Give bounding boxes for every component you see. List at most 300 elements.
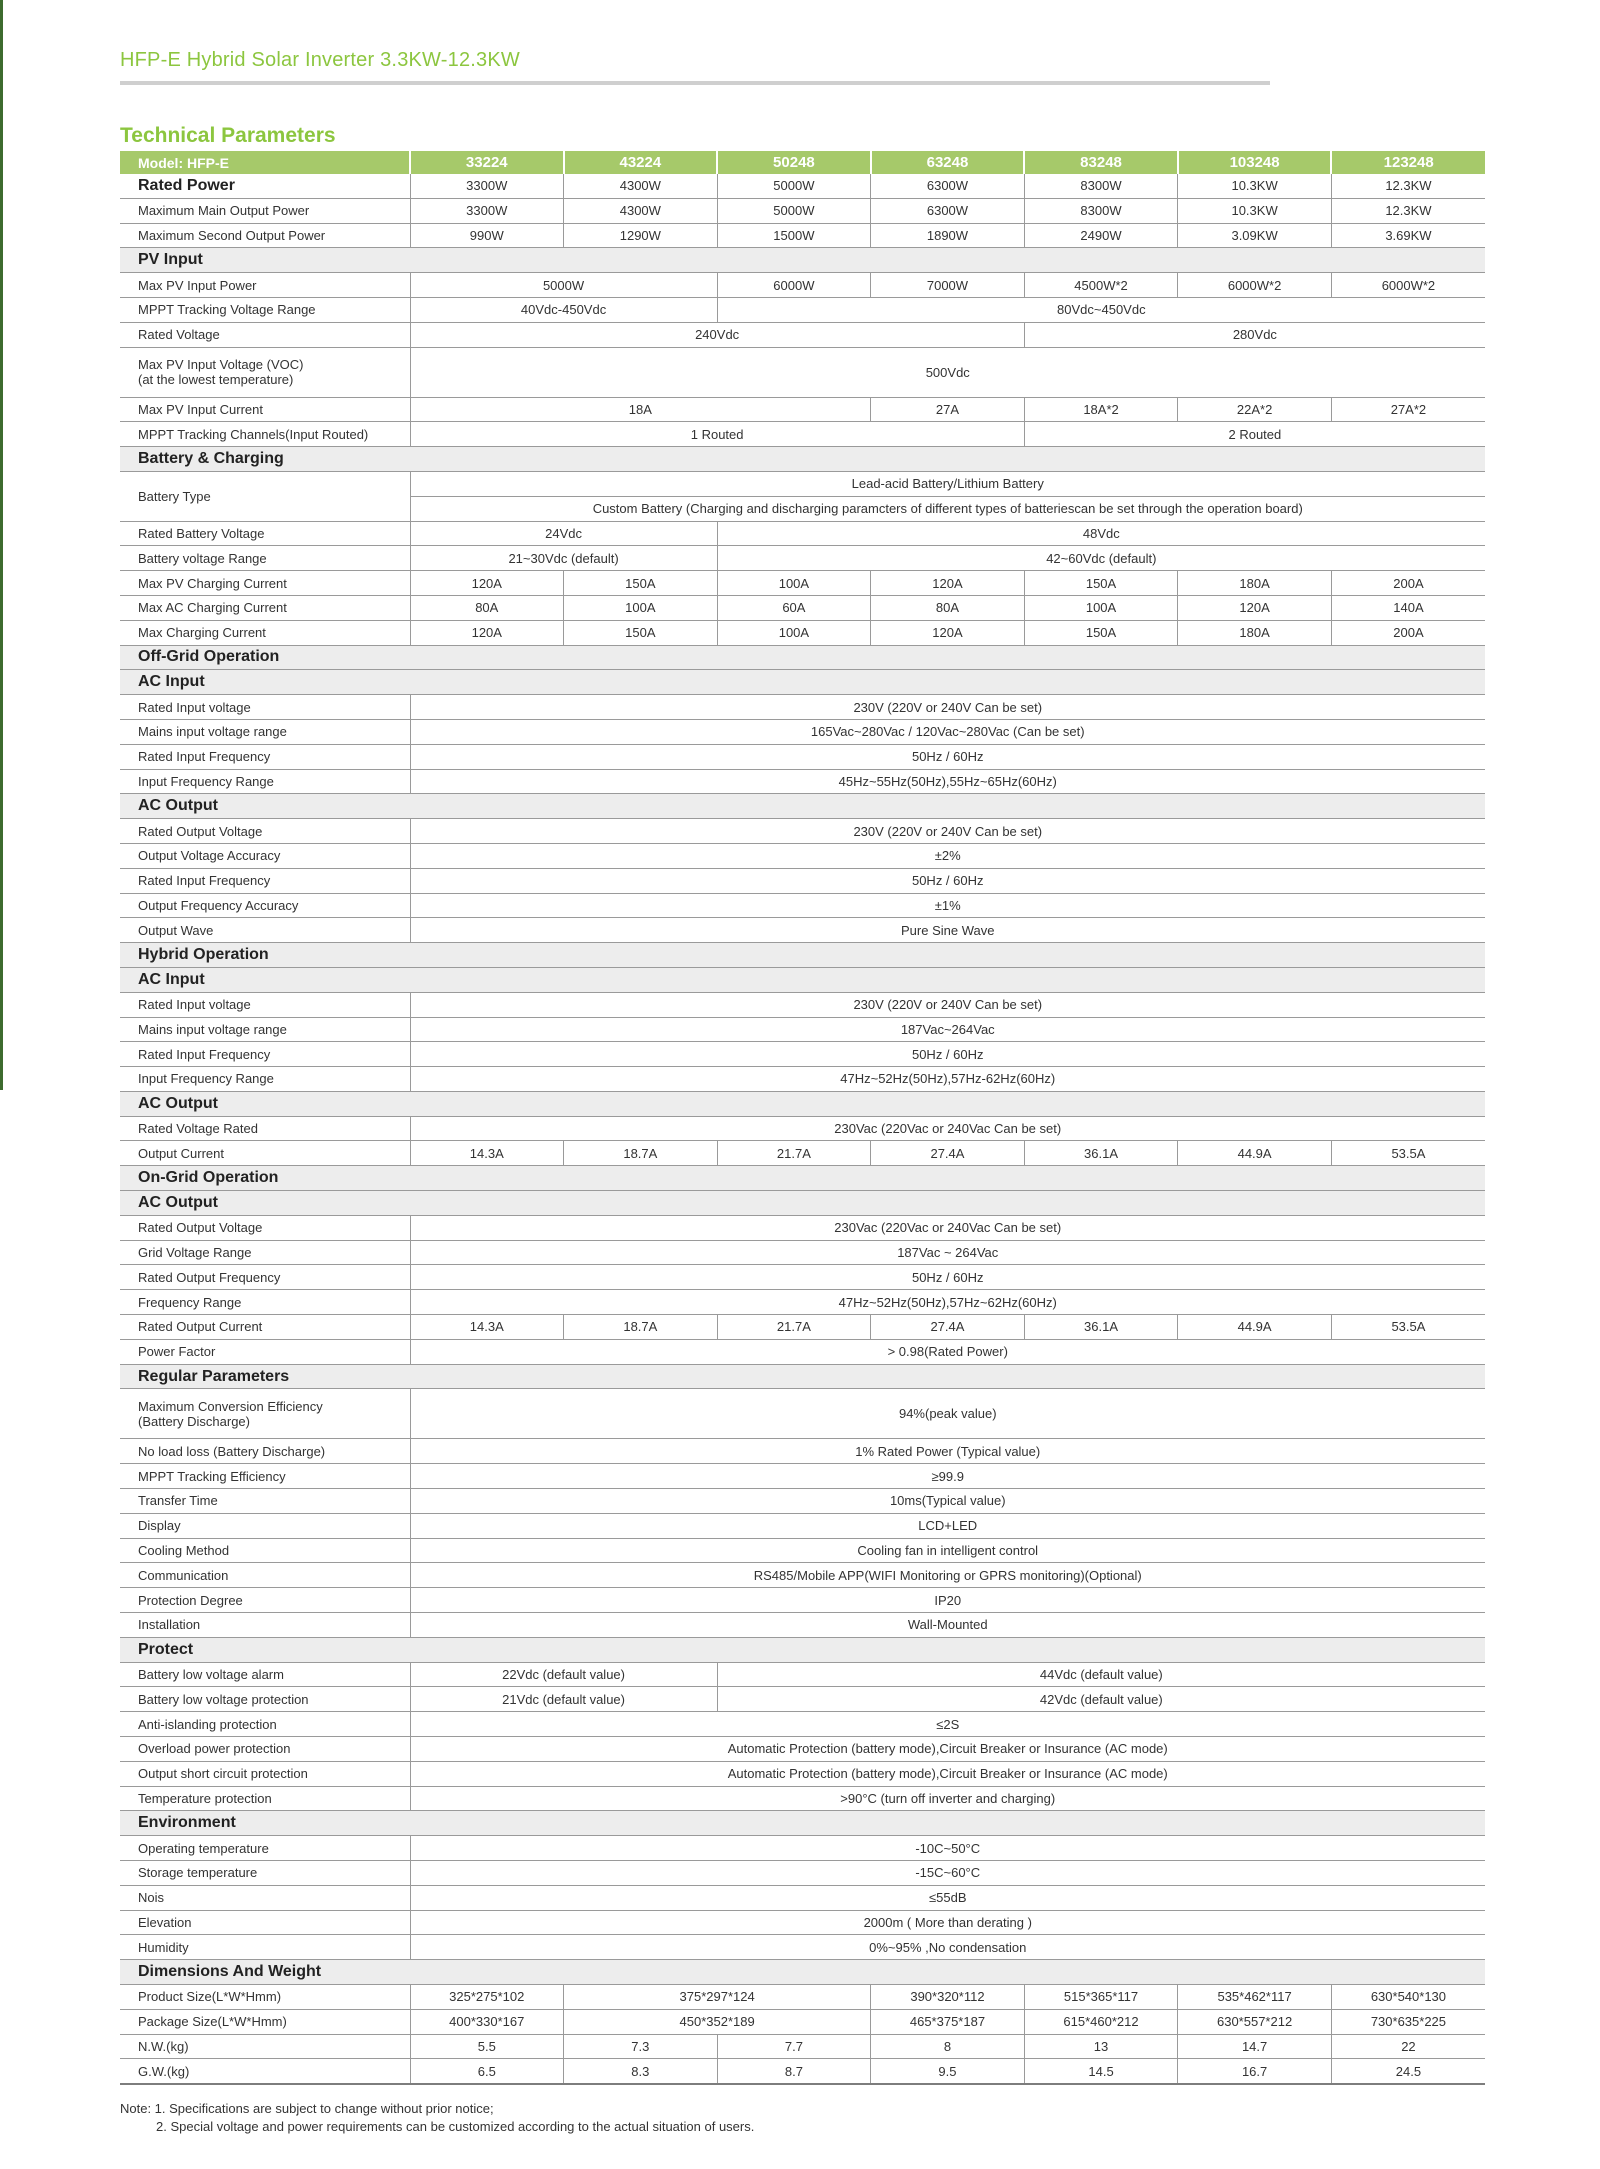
row-label	[120, 1240, 410, 1265]
value-cell: 6300W	[871, 174, 1025, 198]
value-cell: Wall-Mounted	[410, 1613, 1485, 1638]
row-label	[120, 397, 410, 422]
section-header: AC Output	[120, 1191, 1485, 1216]
table-row	[120, 1910, 1485, 1935]
table-row	[120, 1563, 1485, 1588]
row-label-text: Output Wave	[138, 922, 214, 938]
row-label-text: Installation	[138, 1617, 201, 1633]
value-cell: 21Vdc (default value)	[410, 1687, 717, 1712]
row-label	[120, 2009, 410, 2034]
value-cell: 53.5A	[1331, 1141, 1485, 1166]
value-cell: 120A	[410, 571, 564, 596]
value-cell: IP20	[410, 1588, 1485, 1613]
row-label-text: Rated Voltage Rated	[138, 1121, 258, 1137]
table-row	[120, 571, 1485, 596]
value-cell: 5000W	[717, 174, 871, 198]
value-cell: 6.5	[410, 2059, 564, 2084]
value-cell: 4500W*2	[1024, 273, 1178, 298]
row-label	[120, 1712, 410, 1737]
row-label-text: Rated Output Voltage	[138, 1220, 263, 1236]
value-cell: 6300W	[871, 198, 1025, 223]
row-label-text: Max PV Input Power	[138, 277, 257, 293]
section-header-row	[120, 645, 1485, 670]
section-header-row	[120, 1811, 1485, 1836]
table-row	[120, 620, 1485, 645]
value-cell: 22A*2	[1178, 397, 1332, 422]
value-cell: 3.09KW	[1178, 223, 1332, 248]
row-label	[120, 1687, 410, 1712]
table-row	[120, 918, 1485, 943]
value-cell: 1500W	[717, 223, 871, 248]
notes	[120, 2100, 754, 2136]
value-cell: 3300W	[410, 198, 564, 223]
section-header: Hybrid Operation	[120, 943, 1485, 968]
value-cell: 2490W	[1024, 223, 1178, 248]
value-cell: 450*352*189	[564, 2009, 871, 2034]
row-label	[120, 1885, 410, 1910]
row-label	[120, 1489, 410, 1514]
document-title: HFP-E Hybrid Solar Inverter 3.3KW-12.3KW	[120, 49, 520, 71]
model-number: 83248	[1024, 151, 1178, 174]
value-cell: ≤55dB	[410, 1885, 1485, 1910]
row-label-text: Communication	[138, 1567, 229, 1583]
section-header: AC Input	[120, 967, 1485, 992]
row-label	[120, 868, 410, 893]
table-row	[120, 868, 1485, 893]
value-cell: 165Vac~280Vac / 120Vac~280Vac (Can be set)	[410, 719, 1485, 744]
section-header: On-Grid Operation	[120, 1166, 1485, 1191]
value-cell: 7000W	[871, 273, 1025, 298]
row-label-text: Max PV Input Voltage (VOC)	[138, 357, 304, 373]
row-label	[120, 2059, 410, 2084]
row-label	[120, 2034, 410, 2059]
table-row	[120, 719, 1485, 744]
row-label	[120, 1563, 410, 1588]
section-header: Off-Grid Operation	[120, 645, 1485, 670]
table-row	[120, 1588, 1485, 1613]
row-label	[120, 1984, 410, 2009]
row-label	[120, 1017, 410, 1042]
row-label	[120, 1339, 410, 1364]
row-label-text: Frequency Range	[138, 1294, 242, 1310]
row-label-text: Cooling Method	[138, 1543, 230, 1559]
section-header: PV Input	[120, 248, 1485, 273]
row-label	[120, 1116, 410, 1141]
model-label: Model: HFP-E	[120, 151, 410, 174]
table-row	[120, 174, 1485, 198]
row-label	[120, 744, 410, 769]
row-label	[120, 1439, 410, 1464]
table-row	[120, 1389, 1485, 1439]
spec-table	[120, 151, 1485, 2085]
value-cell: 12.3KW	[1331, 198, 1485, 223]
value-cell: 7.3	[564, 2034, 718, 2059]
table-row	[120, 273, 1485, 298]
row-label	[120, 843, 410, 868]
model-number: 123248	[1331, 151, 1485, 174]
value-cell: 40Vdc-450Vdc	[410, 297, 717, 322]
value-cell: 44Vdc (default value)	[717, 1662, 1485, 1687]
value-cell: 14.3A	[410, 1141, 564, 1166]
value-cell: 14.7	[1178, 2034, 1332, 2059]
row-label-text: Product Size(L*W*Hmm)	[138, 1989, 282, 2005]
value-cell: 6000W*2	[1178, 273, 1332, 298]
value-cell: 18.7A	[564, 1315, 718, 1340]
row-label-text: Rated Input voltage	[138, 699, 251, 715]
value-cell: 14.5	[1024, 2059, 1178, 2084]
row-label-text: Rated Input voltage	[138, 997, 251, 1013]
value-cell: 230Vac (220Vac or 240Vac Can be set)	[410, 1215, 1485, 1240]
row-label	[120, 1836, 410, 1861]
value-cell: 187Vac~264Vac	[410, 1017, 1485, 1042]
value-cell: 615*460*212	[1024, 2009, 1178, 2034]
table-row	[120, 1662, 1485, 1687]
value-cell: 8.7	[717, 2059, 871, 2084]
value-cell: 200A	[1331, 620, 1485, 645]
table-row	[120, 695, 1485, 720]
model-number: 43224	[564, 151, 718, 174]
table-row	[120, 2059, 1485, 2084]
row-label	[120, 1761, 410, 1786]
row-label-text: Output Voltage Accuracy	[138, 848, 281, 864]
table-row	[120, 223, 1485, 248]
value-cell: -15C~60°C	[410, 1861, 1485, 1886]
value-cell: 730*635*225	[1331, 2009, 1485, 2034]
value-cell: 280Vdc	[1024, 322, 1485, 347]
value-cell: 10.3KW	[1178, 174, 1332, 198]
row-label-subtext: (Battery Discharge)	[138, 1413, 250, 1429]
row-label	[120, 1935, 410, 1960]
row-label-text: Maximum Main Output Power	[138, 203, 310, 219]
section-header-row	[120, 1091, 1485, 1116]
value-cell: 50Hz / 60Hz	[410, 744, 1485, 769]
section-header: Dimensions And Weight	[120, 1960, 1485, 1985]
value-cell: 27A	[871, 397, 1025, 422]
row-label-text: Rated Input Frequency	[138, 749, 271, 765]
value-cell: 3.69KW	[1331, 223, 1485, 248]
row-label-text: Mains input voltage range	[138, 724, 287, 740]
note-line-1: Note: 1. Specifications are subject to change without prior notice;	[120, 2101, 494, 2116]
section-header-row	[120, 1364, 1485, 1389]
table-row	[120, 198, 1485, 223]
row-label	[120, 893, 410, 918]
row-label	[120, 1067, 410, 1092]
table-row	[120, 1240, 1485, 1265]
value-cell: ≤2S	[410, 1712, 1485, 1737]
value-cell: 18.7A	[564, 1141, 718, 1166]
row-label-text: Battery voltage Range	[138, 550, 267, 566]
value-cell: 240Vdc	[410, 322, 1024, 347]
value-cell: 21~30Vdc (default)	[410, 546, 717, 571]
value-cell: RS485/Mobile APP(WIFI Monitoring or GPRS monitoring)(Optional)	[410, 1563, 1485, 1588]
value-cell: 36.1A	[1024, 1315, 1178, 1340]
row-label-text: Nois	[138, 1890, 165, 1906]
table-row	[120, 1439, 1485, 1464]
value-cell: 5000W	[717, 198, 871, 223]
value-cell: 630*557*212	[1178, 2009, 1332, 2034]
row-label	[120, 521, 410, 546]
section-header-row	[120, 967, 1485, 992]
value-cell: 500Vdc	[410, 347, 1485, 397]
row-label-text: Display	[138, 1518, 181, 1534]
row-label-text: Rated Battery Voltage	[138, 525, 265, 541]
table-row	[120, 1141, 1485, 1166]
table-row	[120, 1687, 1485, 1712]
table-row	[120, 2009, 1485, 2034]
value-cell: 42~60Vdc (default)	[717, 546, 1485, 571]
row-label-text: Maximum Second Output Power	[138, 227, 326, 243]
value-cell: 4300W	[564, 174, 718, 198]
value-cell: 100A	[717, 571, 871, 596]
row-label	[120, 571, 410, 596]
table-row	[120, 1315, 1485, 1340]
table-row	[120, 1290, 1485, 1315]
value-cell: 100A	[717, 620, 871, 645]
row-label-text: Max Charging Current	[138, 625, 266, 641]
value-cell: 5000W	[410, 273, 717, 298]
section-title: Technical Parameters	[120, 124, 336, 147]
value-cell: 8	[871, 2034, 1025, 2059]
value-cell: 0%~95% ,No condensation	[410, 1935, 1485, 1960]
row-label	[120, 1513, 410, 1538]
row-label-text: MPPT Tracking Efficiency	[138, 1468, 286, 1484]
table-row	[120, 471, 1485, 496]
table-row	[120, 893, 1485, 918]
value-cell: 120A	[1178, 595, 1332, 620]
section-header-row	[120, 943, 1485, 968]
value-cell: ≥99.9	[410, 1464, 1485, 1489]
value-cell: Lead-acid Battery/Lithium Battery	[410, 471, 1485, 496]
value-cell: Automatic Protection (battery mode),Circuit Breaker or Insurance (AC mode)	[410, 1737, 1485, 1762]
value-cell: 45Hz~55Hz(50Hz),55Hz~65Hz(60Hz)	[410, 769, 1485, 794]
value-cell: 150A	[564, 571, 718, 596]
row-label	[120, 918, 410, 943]
value-cell: -10C~50°C	[410, 1836, 1485, 1861]
row-label-subtext: (at the lowest temperature)	[138, 372, 294, 388]
table-row	[120, 2034, 1485, 2059]
row-label	[120, 695, 410, 720]
value-cell: Pure Sine Wave	[410, 918, 1485, 943]
section-header-row	[120, 1166, 1485, 1191]
row-label-text: Battery Type	[138, 488, 211, 504]
value-cell: 80Vdc~450Vdc	[717, 297, 1485, 322]
row-label	[120, 1662, 410, 1687]
model-header-row	[120, 151, 1485, 174]
row-label	[120, 297, 410, 322]
value-cell: 120A	[871, 620, 1025, 645]
value-cell: 1 Routed	[410, 422, 1024, 447]
value-cell: LCD+LED	[410, 1513, 1485, 1538]
value-cell: 515*365*117	[1024, 1984, 1178, 2009]
row-label-text: Rated Input Frequency	[138, 873, 271, 889]
value-cell: 630*540*130	[1331, 1984, 1485, 2009]
section-header: Protect	[120, 1637, 1485, 1662]
value-cell: > 0.98(Rated Power)	[410, 1339, 1485, 1364]
value-cell: 180A	[1178, 571, 1332, 596]
row-label	[120, 198, 410, 223]
value-cell: 27A*2	[1331, 397, 1485, 422]
value-cell: 80A	[871, 595, 1025, 620]
table-row	[120, 992, 1485, 1017]
row-label-text: Rated Output Voltage	[138, 823, 263, 839]
row-label	[120, 620, 410, 645]
value-cell: 100A	[564, 595, 718, 620]
table-row	[120, 1017, 1485, 1042]
value-cell: 325*275*102	[410, 1984, 564, 2009]
value-cell: 390*320*112	[871, 1984, 1025, 2009]
value-cell: Automatic Protection (battery mode),Circuit Breaker or Insurance (AC mode)	[410, 1761, 1485, 1786]
table-row	[120, 1464, 1485, 1489]
row-label-text: MPPT Tracking Voltage Range	[138, 302, 316, 318]
value-cell: 13	[1024, 2034, 1178, 2059]
table-row	[120, 1712, 1485, 1737]
table-row	[120, 1984, 1485, 2009]
value-cell: 47Hz~52Hz(50Hz),57Hz~62Hz(60Hz)	[410, 1290, 1485, 1315]
row-label	[120, 1141, 410, 1166]
table-row	[120, 1489, 1485, 1514]
value-cell: 24.5	[1331, 2059, 1485, 2084]
table-row	[120, 1215, 1485, 1240]
row-label	[120, 1265, 410, 1290]
section-header: Regular Parameters	[120, 1364, 1485, 1389]
value-cell: 21.7A	[717, 1315, 871, 1340]
value-cell: 22	[1331, 2034, 1485, 2059]
section-header-row	[120, 1960, 1485, 1985]
value-cell: 16.7	[1178, 2059, 1332, 2084]
row-label	[120, 471, 410, 521]
value-cell: 6000W*2	[1331, 273, 1485, 298]
row-label	[120, 992, 410, 1017]
section-header-row	[120, 1191, 1485, 1216]
value-cell: 120A	[871, 571, 1025, 596]
row-label	[120, 769, 410, 794]
table-row	[120, 1265, 1485, 1290]
value-cell: 50Hz / 60Hz	[410, 868, 1485, 893]
row-label-text: Battery low voltage alarm	[138, 1667, 284, 1683]
row-label-text: No load loss (Battery Discharge)	[138, 1443, 326, 1459]
table-row	[120, 595, 1485, 620]
table-row	[120, 1861, 1485, 1886]
value-cell: 6000W	[717, 273, 871, 298]
value-cell: ±2%	[410, 843, 1485, 868]
value-cell: 1890W	[871, 223, 1025, 248]
value-cell: 27.4A	[871, 1141, 1025, 1166]
section-header-row	[120, 670, 1485, 695]
table-row	[120, 1116, 1485, 1141]
row-label-text: Max PV Charging Current	[138, 575, 287, 591]
value-cell: 990W	[410, 223, 564, 248]
value-cell: 400*330*167	[410, 2009, 564, 2034]
row-label-text: Elevation	[138, 1914, 192, 1930]
table-row	[120, 521, 1485, 546]
section-header: Environment	[120, 1811, 1485, 1836]
row-label-text: Storage temperature	[138, 1865, 258, 1881]
table-row	[120, 1042, 1485, 1067]
value-cell: 44.9A	[1178, 1315, 1332, 1340]
value-cell: 1290W	[564, 223, 718, 248]
row-label-text: Output short circuit protection	[138, 1766, 308, 1782]
row-label	[120, 422, 410, 447]
row-label-text: Rated Input Frequency	[138, 1046, 271, 1062]
row-label	[120, 546, 410, 571]
row-label	[120, 719, 410, 744]
value-cell: 14.3A	[410, 1315, 564, 1340]
value-cell: 3300W	[410, 174, 564, 198]
row-label-text: Package Size(L*W*Hmm)	[138, 2014, 287, 2030]
table-row	[120, 744, 1485, 769]
row-label-text: Input Frequency Range	[138, 773, 274, 789]
row-label-text: Power Factor	[138, 1344, 216, 1360]
value-cell: 4300W	[564, 198, 718, 223]
spec-table-body	[120, 151, 1485, 2084]
value-cell: 94%(peak value)	[410, 1389, 1485, 1439]
table-row	[120, 322, 1485, 347]
value-cell: 140A	[1331, 595, 1485, 620]
value-cell: 24Vdc	[410, 521, 717, 546]
row-label-text: Humidity	[138, 1939, 189, 1955]
row-label-text: Operating temperature	[138, 1840, 269, 1856]
section-header: Battery & Charging	[120, 447, 1485, 472]
value-cell: ±1%	[410, 893, 1485, 918]
model-number: 50248	[717, 151, 871, 174]
table-row	[120, 1786, 1485, 1811]
value-cell: 18A*2	[1024, 397, 1178, 422]
section-header: AC Output	[120, 794, 1485, 819]
table-row	[120, 843, 1485, 868]
row-label	[120, 1215, 410, 1240]
model-number: 103248	[1178, 151, 1332, 174]
row-label-text: Max AC Charging Current	[138, 600, 287, 616]
value-cell: 2000m ( More than derating )	[410, 1910, 1485, 1935]
row-label-text: Input Frequency Range	[138, 1071, 274, 1087]
value-cell: 10ms(Typical value)	[410, 1489, 1485, 1514]
value-cell: 12.3KW	[1331, 174, 1485, 198]
value-cell: 100A	[1024, 595, 1178, 620]
row-label-text: Output Frequency Accuracy	[138, 897, 299, 913]
row-label	[120, 1613, 410, 1638]
row-label-text: Rated Voltage	[138, 327, 220, 343]
table-row	[120, 1538, 1485, 1563]
row-label	[120, 273, 410, 298]
row-label-text: Transfer Time	[138, 1493, 218, 1509]
left-edge-strip	[0, 0, 3, 1090]
row-label	[120, 1588, 410, 1613]
row-label	[120, 1786, 410, 1811]
table-row	[120, 1613, 1485, 1638]
value-cell: 9.5	[871, 2059, 1025, 2084]
value-cell: 8.3	[564, 2059, 718, 2084]
value-cell: 230V (220V or 240V Can be set)	[410, 695, 1485, 720]
row-label	[120, 347, 410, 397]
value-cell: 8300W	[1024, 198, 1178, 223]
value-cell: 36.1A	[1024, 1141, 1178, 1166]
row-label	[120, 223, 410, 248]
section-header: AC Input	[120, 670, 1485, 695]
section-header-row	[120, 794, 1485, 819]
row-label-text: Rated Output Frequency	[138, 1269, 281, 1285]
value-cell: 150A	[1024, 571, 1178, 596]
row-label-text: Rated Power	[138, 176, 235, 194]
value-cell: 53.5A	[1331, 1315, 1485, 1340]
value-cell: 50Hz / 60Hz	[410, 1042, 1485, 1067]
value-cell: 8300W	[1024, 174, 1178, 198]
table-row	[120, 1067, 1485, 1092]
model-number: 33224	[410, 151, 564, 174]
value-cell: >90°C (turn off inverter and charging)	[410, 1786, 1485, 1811]
row-label-text: Max PV Input Current	[138, 401, 263, 417]
value-cell: 60A	[717, 595, 871, 620]
row-label	[120, 1315, 410, 1340]
